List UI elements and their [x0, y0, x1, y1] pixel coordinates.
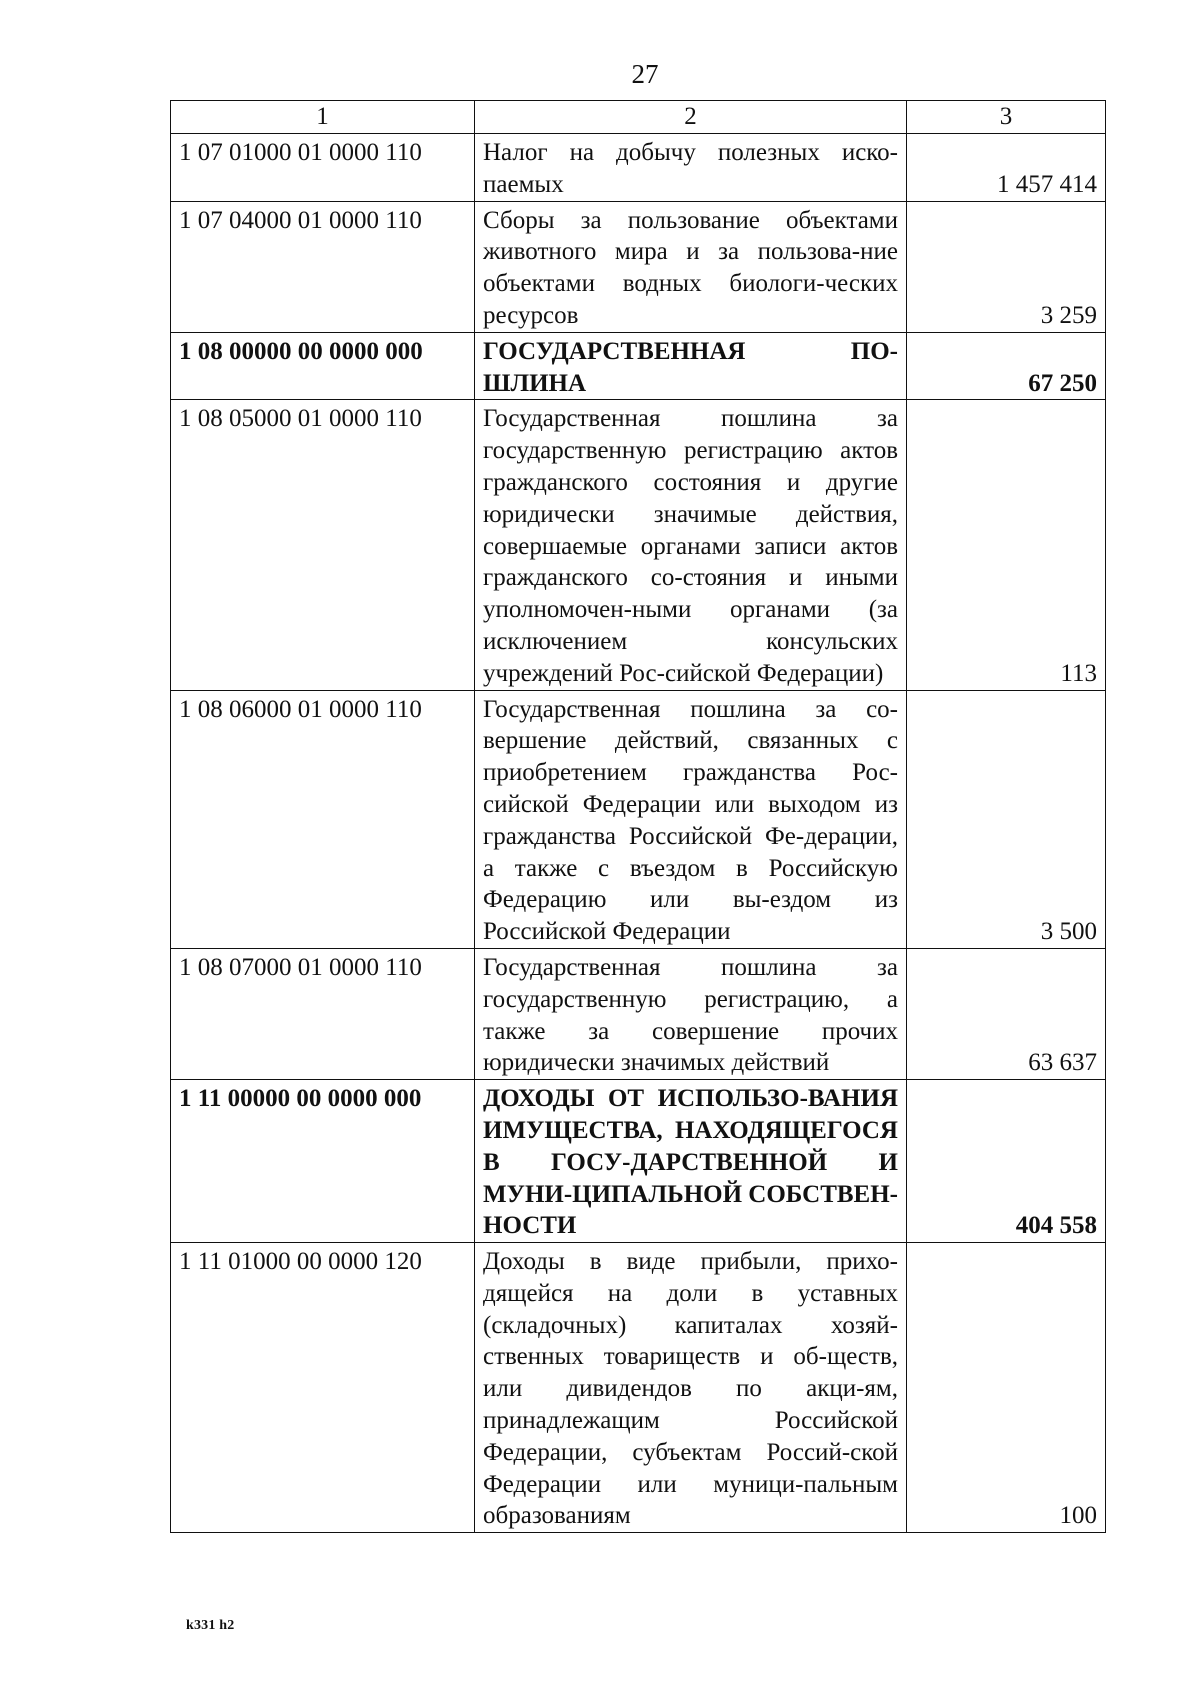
- row-amount: 67 250: [907, 332, 1106, 400]
- header-col-3: 3: [907, 101, 1106, 134]
- header-col-2: 2: [475, 101, 907, 134]
- row-name: ДОХОДЫ ОТ ИСПОЛЬЗО-ВАНИЯ ИМУЩЕСТВА, НАХОДЯЩЕГОСЯ В ГОСУ-ДАРСТВЕННОЙ И МУНИ-ЦИПАЛЬНОЙ СОБСТВЕН-НОСТИ: [475, 1080, 907, 1243]
- row-name: Налог на добычу полезных иско-паемых: [475, 134, 907, 202]
- row-amount: 63 637: [907, 948, 1106, 1079]
- row-name: Государственная пошлина за государственную регистрацию, а также за совершение прочих юридически значимых действий: [475, 948, 907, 1079]
- row-name: ГОСУДАРСТВЕННАЯ ПО-ШЛИНА: [475, 332, 907, 400]
- page-number: 27: [631, 59, 659, 89]
- table-row: [171, 1080, 1106, 1243]
- revenue-table: [170, 100, 1106, 1533]
- table-row: [171, 201, 1106, 332]
- row-name: Государственная пошлина за государственную регистрацию актов гражданского состояния и другие юридически значимые действия, совершаемые органами записи актов гражданского со-стояния и иными уполномочен-ными органами (за исключением консульских учреждений Рос-сийской Федерации): [475, 400, 907, 690]
- row-amount: 3 500: [907, 690, 1106, 948]
- row-amount: 3 259: [907, 201, 1106, 332]
- row-code: 1 11 01000 00 0000 120: [171, 1243, 475, 1533]
- row-code: 1 08 06000 01 0000 110: [171, 690, 475, 948]
- table-row: [171, 332, 1106, 400]
- row-code: 1 07 04000 01 0000 110: [171, 201, 475, 332]
- row-name: Государственная пошлина за со-вершение действий, связанных с приобретением гражданства Рос-сийской Федерации или выходом из гражданства Российской Фе-дерации, а также с въездом в Российскую Федерацию или вы-ездом из Российской Федерации: [475, 690, 907, 948]
- table-row: [171, 400, 1106, 690]
- table-row: [171, 1243, 1106, 1533]
- row-code: 1 08 07000 01 0000 110: [171, 948, 475, 1079]
- row-name: Сборы за пользование объектами животного мира и за пользова-ние объектами водных биологи-ческих ресурсов: [475, 201, 907, 332]
- row-code: 1 07 01000 01 0000 110: [171, 134, 475, 202]
- table-row: [171, 134, 1106, 202]
- row-code: 1 11 00000 00 0000 000: [171, 1080, 475, 1243]
- row-code: 1 08 00000 00 0000 000: [171, 332, 475, 400]
- footer-code: k331 h2: [186, 1618, 235, 1633]
- row-amount: 1 457 414: [907, 134, 1106, 202]
- row-code: 1 08 05000 01 0000 110: [171, 400, 475, 690]
- table-row: [171, 690, 1106, 948]
- header-row: [171, 101, 1106, 134]
- table-row: [171, 948, 1106, 1079]
- row-amount: 100: [907, 1243, 1106, 1533]
- row-amount: 113: [907, 400, 1106, 690]
- row-amount: 404 558: [907, 1080, 1106, 1243]
- row-name: Доходы в виде прибыли, прихо-дящейся на доли в уставных (складочных) капиталах хозяй-ственных товариществ и об-ществ, или дивидендов по акци-ям, принадлежащим Российской Федерации, субъектам Россий-ской Федерации или муници-пальным образованиям: [475, 1243, 907, 1533]
- header-col-1: 1: [171, 101, 475, 134]
